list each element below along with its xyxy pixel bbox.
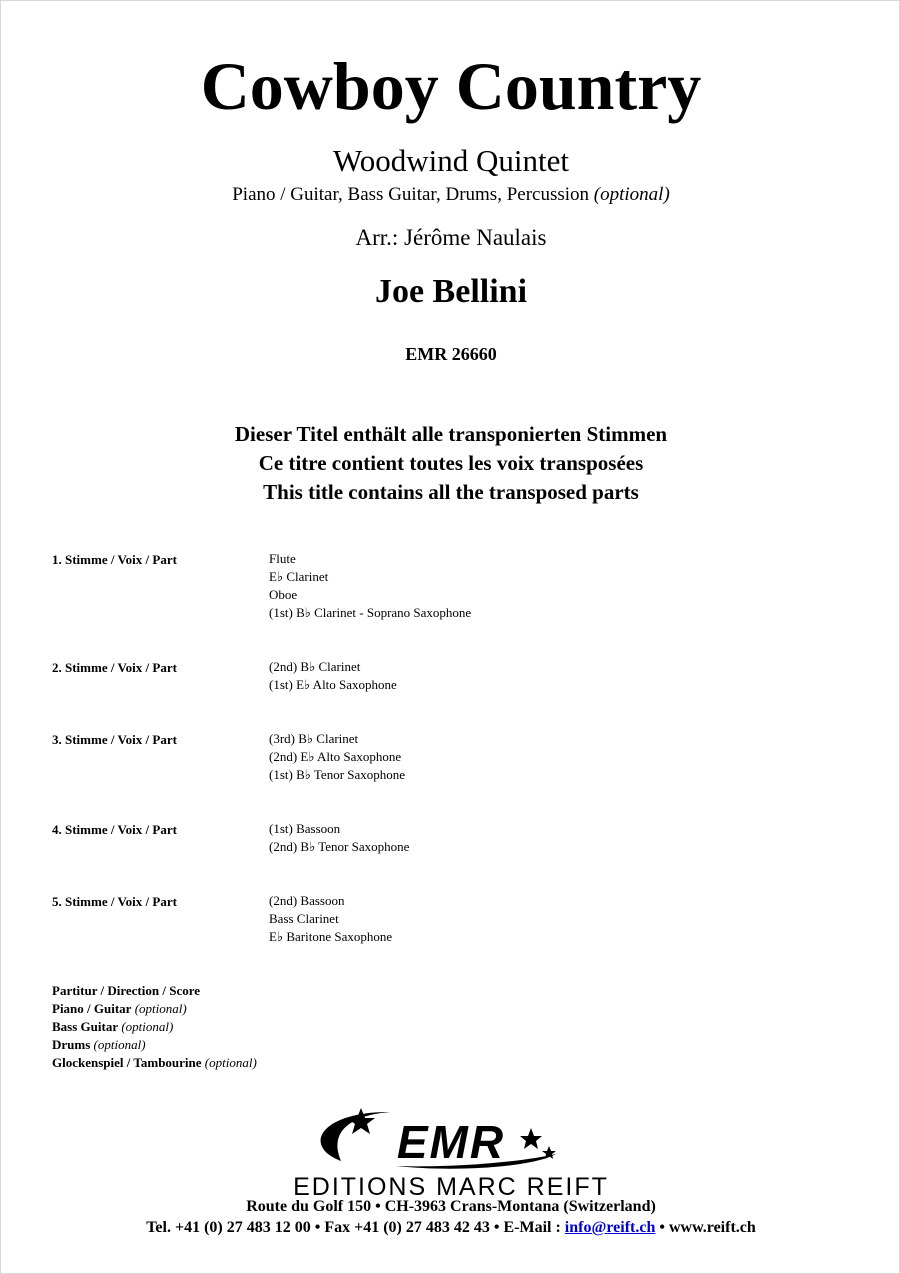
notice-french: Ce titre contient toutes les voix transposées (258, 451, 644, 475)
instrumentation-optional: (optional) (593, 184, 670, 205)
instrument-item: E♭ Baritone Saxophone (269, 929, 393, 944)
publisher-contact (1, 1219, 900, 1237)
part-4-instruments (269, 820, 409, 856)
part-1-label: 1. Stimme / Voix / Part (52, 552, 177, 567)
part-5-instruments (269, 892, 392, 946)
part-5-label: 5. Stimme / Voix / Part (52, 894, 177, 909)
instrument-item: (2nd) B♭ Clarinet (269, 659, 361, 674)
notice-german: Dieser Titel enthält alle transponierten Stimmen (234, 422, 668, 446)
logo-wordmark: EMR (396, 1116, 506, 1168)
catalog-number: EMR 26660 (405, 344, 497, 364)
instrument-item: (3rd) B♭ Clarinet (269, 731, 359, 746)
instrument-item: (1st) B♭ Tenor Saxophone (269, 767, 406, 782)
composer: Joe Bellini (374, 273, 528, 310)
instrument-item: (2nd) E♭ Alto Saxophone (269, 749, 402, 764)
extra-part-item: Bass Guitar (optional) (52, 1019, 174, 1034)
instrument-item: (1st) B♭ Clarinet - Soprano Saxophone (269, 605, 472, 620)
part-2-label: 2. Stimme / Voix / Part (52, 660, 177, 675)
part-3-label: 3. Stimme / Voix / Part (52, 732, 177, 747)
instrument-item: Bass Clarinet (269, 911, 339, 926)
publisher-name: EDITIONS MARC REIFT (293, 1173, 609, 1201)
part-3-instruments (269, 730, 405, 784)
subtitle: Woodwind Quintet (332, 143, 569, 178)
email-link[interactable]: info@reift.ch (564, 1219, 656, 1236)
publisher-address: Route du Golf 150 • CH-3963 Crans-Montana (Switzerland) (246, 1198, 656, 1215)
instrument-item: (2nd) B♭ Tenor Saxophone (269, 839, 410, 854)
instrument-item: (1st) Bassoon (269, 821, 341, 836)
extra-part-item: Partitur / Direction / Score (52, 983, 201, 998)
instrument-item: Oboe (269, 587, 298, 602)
instrument-item: (1st) E♭ Alto Saxophone (269, 677, 397, 692)
arranger: Arr.: Jérôme Naulais (355, 225, 547, 250)
notice-english: This title contains all the transposed parts (263, 480, 639, 504)
instrumentation-line (1, 184, 900, 206)
part-2-instruments (269, 658, 397, 694)
instrument-item: Flute (269, 551, 296, 566)
emr-logo (301, 1106, 601, 1176)
contact-website: • www.reift.ch (655, 1219, 756, 1236)
contact-phone-fax: Tel. +41 (0) 27 483 12 00 • Fax +41 (0) 27 483 42 43 • E-Mail : (146, 1219, 565, 1236)
extra-part-item: Glockenspiel / Tambourine (optional) (52, 1055, 257, 1070)
extra-part-item: Piano / Guitar (optional) (52, 1001, 187, 1016)
instrument-item: (2nd) Bassoon (269, 893, 345, 908)
part-1-instruments (269, 550, 471, 622)
page-title: Cowboy Country (200, 48, 702, 124)
instrumentation-text: Piano / Guitar, Bass Guitar, Drums, Percussion (232, 184, 590, 205)
extra-parts-list (52, 982, 257, 1072)
extra-part-item: Drums (optional) (52, 1037, 146, 1052)
instrument-item: E♭ Clarinet (269, 569, 329, 584)
part-4-label: 4. Stimme / Voix / Part (52, 822, 177, 837)
